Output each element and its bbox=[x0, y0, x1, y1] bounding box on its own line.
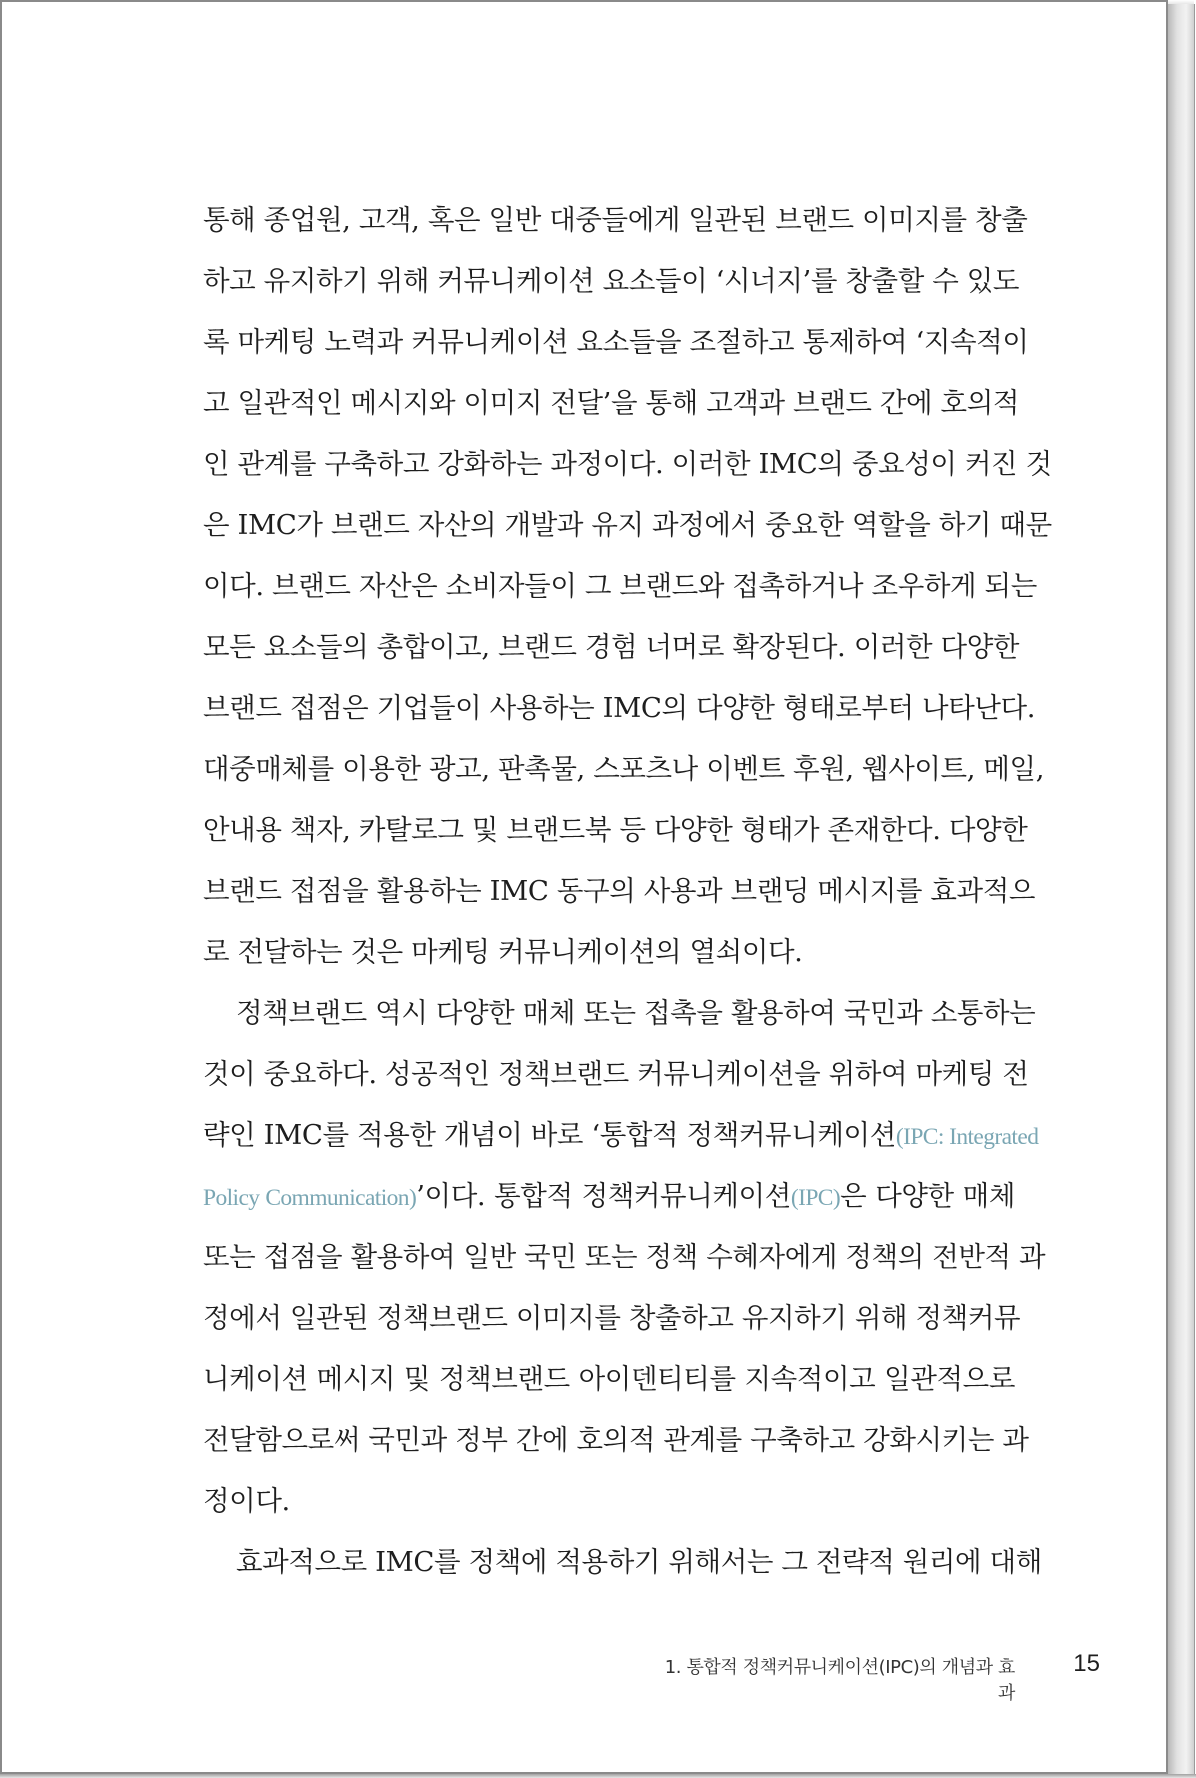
text-line: 통해 종업원, 고객, 혹은 일반 대중들에게 일관된 브랜드 이미지를 창출 bbox=[203, 204, 1028, 236]
page-number: 15 bbox=[1073, 1650, 1100, 1677]
body-text bbox=[203, 190, 1052, 1593]
text-line: 로 전달하는 것은 마케팅 커뮤니케이션의 열쇠이다. bbox=[203, 936, 803, 968]
text-segment: 략인 IMC를 적용한 개념이 바로 ‘통합적 정책커뮤니케이션 bbox=[203, 1119, 896, 1151]
text-line: 대중매체를 이용한 광고, 판촉물, 스포츠나 이벤트 후원, 웹사이트, 메일, bbox=[203, 753, 1045, 785]
text-line: 록 마케팅 노력과 커뮤니케이션 요소들을 조절하고 통제하여 ‘지속적이 bbox=[203, 326, 1029, 358]
text-line-with-annotation bbox=[203, 1105, 1039, 1166]
text-segment: ’이다. 통합적 정책커뮤니케이션 bbox=[416, 1180, 791, 1212]
text-line: 브랜드 접점을 활용하는 IMC 동구의 사용과 브랜딩 메시지를 효과적으 bbox=[203, 875, 1036, 907]
text-line: 정책브랜드 역시 다양한 매체 또는 접촉을 활용하여 국민과 소통하는 bbox=[236, 997, 1036, 1029]
text-line: 정에서 일관된 정책브랜드 이미지를 창출하고 유지하기 위해 정책커뮤 bbox=[203, 1302, 1021, 1334]
text-line: 브랜드 접점은 기업들이 사용하는 IMC의 다양한 형태로부터 나타난다. bbox=[203, 692, 1036, 724]
text-segment: 은 다양한 매체 bbox=[840, 1180, 1015, 1212]
running-footer-chapter-title: 1. 통합적 정책커뮤니케이션(IPC)의 개념과 효과 bbox=[664, 1657, 1015, 1704]
ipc-full-term-annotation: (IPC: Integrated bbox=[895, 1124, 1039, 1150]
text-line: 은 IMC가 브랜드 자산의 개발과 유지 과정에서 중요한 역할을 하기 때문 bbox=[203, 509, 1052, 541]
text-line-with-annotation bbox=[203, 1166, 1015, 1227]
text-line: 또는 접점을 활용하여 일반 국민 또는 정책 수혜자에게 정책의 전반적 과 bbox=[203, 1241, 1046, 1273]
text-line: 하고 유지하기 위해 커뮤니케이션 요소들이 ‘시너지’를 창출할 수 있도 bbox=[203, 265, 1020, 297]
ipc-abbrev-annotation: (IPC) bbox=[790, 1185, 841, 1211]
page-edge-shadow bbox=[1168, 4, 1195, 1776]
text-line: 안내용 책자, 카탈로그 및 브랜드북 등 다양한 형태가 존재한다. 다양한 bbox=[203, 814, 1028, 846]
text-line: 효과적으로 IMC를 정책에 적용하기 위해서는 그 전략적 원리에 대해 bbox=[236, 1546, 1042, 1578]
text-line: 고 일관적인 메시지와 이미지 전달’을 통해 고객과 브랜드 간에 호의적 bbox=[203, 387, 1020, 419]
text-line: 것이 중요하다. 성공적인 정책브랜드 커뮤니케이션을 위하여 마케팅 전 bbox=[203, 1058, 1029, 1090]
text-line: 니케이션 메시지 및 정책브랜드 아이덴티티를 지속적이고 일관적으로 bbox=[203, 1363, 1015, 1395]
ipc-full-term-annotation: Policy Communication) bbox=[203, 1185, 417, 1211]
text-line: 정이다. bbox=[203, 1485, 290, 1517]
text-line: 전달함으로써 국민과 정부 간에 호의적 관계를 구축하고 강화시키는 과 bbox=[203, 1424, 1029, 1456]
page-bottom-shadow bbox=[0, 1774, 1196, 1778]
text-line: 모든 요소들의 총합이고, 브랜드 경험 너머로 확장된다. 이러한 다양한 bbox=[203, 631, 1020, 663]
text-line: 인 관계를 구축하고 강화하는 과정이다. 이러한 IMC의 중요성이 커진 것 bbox=[203, 448, 1052, 480]
text-line: 이다. 브랜드 자산은 소비자들이 그 브랜드와 접촉하거나 조우하게 되는 bbox=[203, 570, 1037, 602]
